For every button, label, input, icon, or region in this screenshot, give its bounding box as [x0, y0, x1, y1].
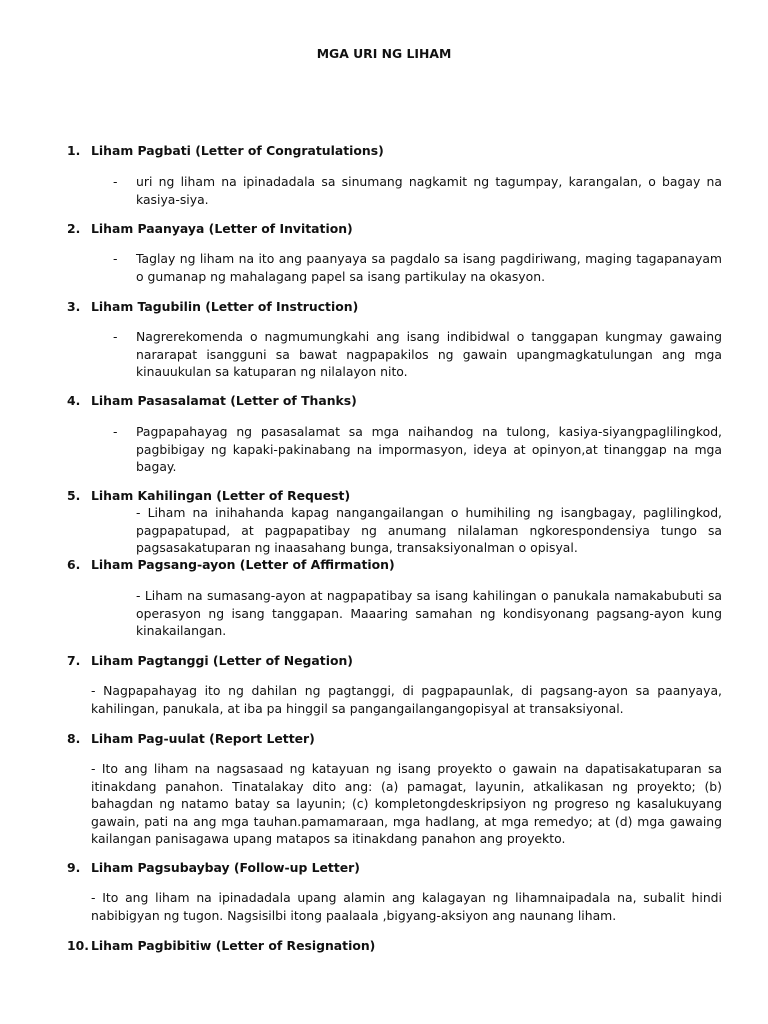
list-item-9	[0, 859, 768, 923]
page-title: MGA URI NG LIHAM	[316, 46, 452, 61]
list-item-number: 9.	[67, 860, 81, 875]
list-item-number: 2.	[67, 221, 81, 236]
list-item-description: Taglay ng liham na ito ang paanyaya sa pagdalo sa isang pagdiriwang, maging tagapanayam o gumanap ng mahalagang papel sa isang partikulay na okasyon.	[136, 251, 722, 284]
list-item-heading	[0, 937, 768, 955]
list-item-heading	[0, 859, 768, 877]
list-item-number: 4.	[67, 393, 81, 408]
list-item-description: - Liham na sumasang-ayon at nagpapatibay sa isang kahilingan o panukala namakabubuti sa operasyon ng isang tanggapan. Maaaring samahan ng kondisyonang pagsang-ayon kung kinakailangan.	[136, 588, 722, 638]
bullet-dash: -	[113, 251, 118, 266]
list-item-title: Liham Pagsubaybay (Follow-up Letter)	[91, 860, 360, 875]
list-item-number: 3.	[67, 299, 81, 314]
list-item-title: Liham Paanyaya (Letter of Invitation)	[91, 221, 353, 236]
list-item-number: 5.	[67, 488, 81, 503]
list-item-heading	[0, 487, 768, 505]
list-item-description: Nagrerekomenda o nagmumungkahi ang isang indibidwal o tanggapan kungmay gawaing nararapat isangguni sa bawat nagpapakilos ng gawain upangmagkatulungan ang mga kinauukulan sa katuparan ng nilalayon nito.	[136, 329, 722, 379]
list-item-10	[0, 937, 768, 955]
list-item-title: Liham Tagubilin (Letter of Instruction)	[91, 299, 359, 314]
list-item-1	[0, 142, 768, 207]
bullet-dash: -	[113, 174, 118, 189]
list-item-title: Liham Pagbibitiw (Letter of Resignation)	[91, 938, 376, 953]
list-item-description: - Ito ang liham na ipinadadala upang alamin ang kalagayan ng lihamnaipadala na, subalit hindi nabibigyan ng tugon. Nagsisilbi itong paalaala ,bigyang-aksiyon ang naunang liham.	[91, 890, 722, 923]
list-item-2	[0, 220, 768, 284]
list-item-heading	[0, 730, 768, 748]
list-item-title: Liham Pagsang-ayon (Letter of Affirmation)	[91, 557, 395, 572]
list-item-number: 1.	[67, 143, 81, 158]
list-item-title: Liham Pasasalamat (Letter of Thanks)	[91, 393, 357, 408]
list-item-heading	[0, 142, 768, 160]
list-item-number: 7.	[67, 653, 81, 668]
list-item-5	[0, 487, 768, 555]
list-item-number: 10.	[67, 938, 89, 953]
list-item-heading	[0, 652, 768, 670]
list-item-title: Liham Pag-uulat (Report Letter)	[91, 731, 315, 746]
list-item-heading	[0, 392, 768, 410]
list-item-number: 6.	[67, 557, 81, 572]
list-item-description: Pagpapahayag ng pasasalamat sa mga naihandog na tulong, kasiya-siyangpaglilingkod, pagbibigay ng kapaki-pakinabang na impormasyon, ideya at opinyon,at tinanggap na mga bagay.	[136, 424, 722, 474]
bullet-dash: -	[113, 424, 118, 439]
list-item-8	[0, 730, 768, 846]
list-item-number: 8.	[67, 731, 81, 746]
list-item-heading	[0, 220, 768, 238]
list-item-title: Liham Kahilingan (Letter of Request)	[91, 488, 351, 503]
list-item-6	[0, 556, 768, 638]
list-item-description: - Nagpapahayag ito ng dahilan ng pagtanggi, di pagpapaunlak, di pagsang-ayon sa paanyaya, kahilingan, panukala, at iba pa hinggil sa pangangailangangopisyal at transaksiyonal.	[91, 683, 722, 716]
list-item-heading	[0, 298, 768, 316]
list-item-heading	[0, 556, 768, 574]
list-item-title: Liham Pagbati (Letter of Congratulations)	[91, 143, 384, 158]
list-item-description: uri ng liham na ipinadadala sa sinumang nagkamit ng tagumpay, karangalan, o bagay na kasiya-siya.	[136, 174, 722, 207]
list-item-description: - Ito ang liham na nagsasaad ng katayuan ng isang proyekto o gawain na dapatisakatuparan sa itinakdang panahon. Tinatalakay dito ang: (a) pamagat, layunin, atkalikasan ng proyekto; (b) bahagdan ng natamo batay sa layunin; (c) kompletongdeskripsiyon ng progreso ng kasalukuyang gawain, pati na ang mga tauhan.pamamaraan, mga hadlang, at mga remedyo; at (d) mga gawaing kailangan panisagawa upang matapos sa itinakdang panahon ang proyekto.	[91, 761, 722, 846]
bullet-dash: -	[113, 329, 118, 344]
list-item-7	[0, 652, 768, 716]
list-item-title: Liham Pagtanggi (Letter of Negation)	[91, 653, 353, 668]
list-item-description: - Liham na inihahanda kapag nangangailangan o humihiling ng isangbagay, paglilingkod, pagpapatupad, at pagpapatibay ng anumang nilalaman ngkorespondensiya tungo sa pagsasakatuparan ng inaasahang bunga, transaksiyonalman o opisyal.	[136, 505, 722, 555]
list-item-4	[0, 392, 768, 474]
list-item-3	[0, 298, 768, 379]
